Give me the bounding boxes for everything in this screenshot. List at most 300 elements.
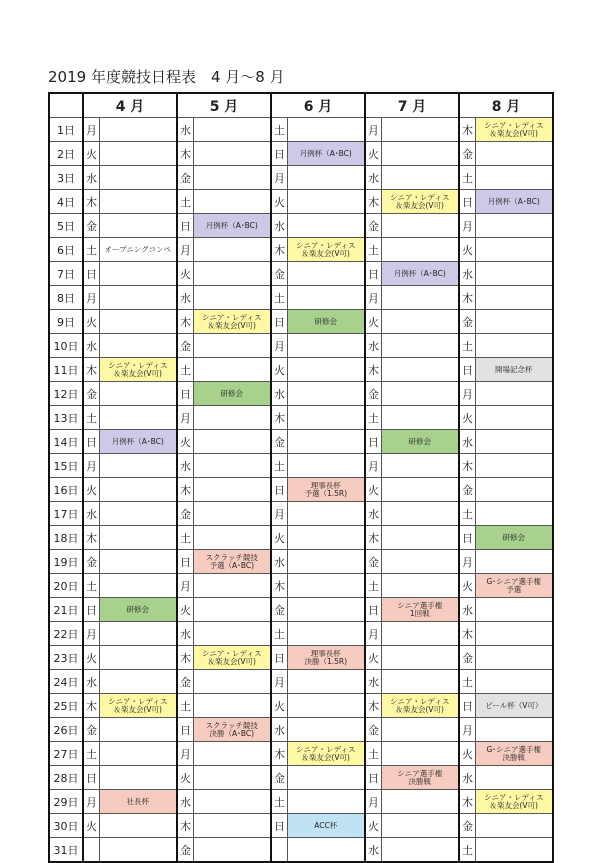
empty-event-cell	[475, 406, 553, 430]
weekday-cell: 水	[365, 670, 381, 694]
empty-event-cell	[99, 718, 177, 742]
weekday-cell: 火	[365, 646, 381, 670]
empty-event-cell	[381, 238, 459, 262]
day-number: 27日	[49, 742, 83, 766]
weekday-cell: 金	[365, 382, 381, 406]
event-cell: シニア・レディス ＆楽友会(V可)	[99, 358, 177, 382]
weekday-cell: 金	[271, 598, 287, 622]
day-row	[49, 718, 553, 742]
empty-event-cell	[381, 286, 459, 310]
weekday-cell: 土	[365, 238, 381, 262]
empty-event-cell	[381, 622, 459, 646]
day-number: 26日	[49, 718, 83, 742]
day-number: 15日	[49, 454, 83, 478]
weekday-cell: 月	[459, 214, 475, 238]
weekday-cell: 金	[83, 550, 99, 574]
day-number: 17日	[49, 502, 83, 526]
weekday-cell: 水	[83, 166, 99, 190]
weekday-cell: 火	[83, 142, 99, 166]
weekday-cell: 日	[271, 310, 287, 334]
weekday-cell: 火	[83, 478, 99, 502]
empty-event-cell	[99, 622, 177, 646]
empty-event-cell	[287, 526, 365, 550]
day-number: 1日	[49, 118, 83, 142]
empty-event-cell	[193, 526, 271, 550]
day-number: 9日	[49, 310, 83, 334]
event-cell: 月例杯（A･BC)	[287, 142, 365, 166]
weekday-cell: 火	[83, 310, 99, 334]
empty-event-cell	[381, 310, 459, 334]
day-number: 18日	[49, 526, 83, 550]
empty-event-cell	[475, 670, 553, 694]
empty-event-cell	[381, 118, 459, 142]
weekday-cell: 火	[459, 238, 475, 262]
weekday-cell: 日	[177, 382, 193, 406]
weekday-cell: 月	[177, 574, 193, 598]
event-cell: 理事長杯 予選（1.5R)	[287, 478, 365, 502]
empty-event-cell	[475, 550, 553, 574]
empty-event-cell	[381, 670, 459, 694]
weekday-cell: 火	[83, 814, 99, 838]
empty-event-cell	[287, 334, 365, 358]
day-number: 29日	[49, 790, 83, 814]
empty-event-cell	[99, 454, 177, 478]
weekday-cell: 金	[83, 382, 99, 406]
weekday-cell: 水	[365, 502, 381, 526]
weekday-cell: 土	[271, 454, 287, 478]
day-number: 12日	[49, 382, 83, 406]
day-number: 6日	[49, 238, 83, 262]
weekday-cell: 土	[365, 742, 381, 766]
weekday-cell: 日	[459, 694, 475, 718]
weekday-cell: 金	[271, 430, 287, 454]
event-cell: G･シニア選手権 予選	[475, 574, 553, 598]
weekday-cell: 土	[177, 694, 193, 718]
empty-event-cell	[193, 142, 271, 166]
empty-event-cell	[381, 358, 459, 382]
weekday-cell: 月	[459, 718, 475, 742]
day-number: 5日	[49, 214, 83, 238]
weekday-cell: 月	[177, 406, 193, 430]
empty-event-cell	[381, 214, 459, 238]
weekday-cell: 木	[83, 526, 99, 550]
weekday-cell: 水	[177, 790, 193, 814]
empty-event-cell	[287, 598, 365, 622]
day-row	[49, 430, 553, 454]
weekday-cell: 月	[365, 118, 381, 142]
weekday-cell: 日	[459, 190, 475, 214]
day-number: 28日	[49, 766, 83, 790]
event-cell: シニア・レディス ＆楽友会(V可)	[99, 694, 177, 718]
event-cell: 理事長杯 決勝（1.5R)	[287, 646, 365, 670]
weekday-cell: 月	[271, 670, 287, 694]
empty-event-cell	[381, 478, 459, 502]
empty-event-cell	[99, 262, 177, 286]
day-row	[49, 142, 553, 166]
schedule-table	[48, 92, 554, 863]
empty-event-cell	[99, 478, 177, 502]
empty-event-cell	[475, 142, 553, 166]
weekday-cell: 日	[459, 526, 475, 550]
empty-event-cell	[381, 646, 459, 670]
day-row	[49, 310, 553, 334]
empty-event-cell	[287, 694, 365, 718]
weekday-cell: 土	[83, 406, 99, 430]
weekday-cell: 木	[365, 526, 381, 550]
empty-event-cell	[475, 478, 553, 502]
weekday-cell: 水	[271, 214, 287, 238]
day-row	[49, 742, 553, 766]
weekday-cell: 日	[271, 646, 287, 670]
empty-event-cell	[475, 238, 553, 262]
weekday-cell: 月	[459, 550, 475, 574]
weekday-cell: 金	[459, 142, 475, 166]
empty-event-cell	[475, 766, 553, 790]
event-cell: 月例杯（A･BC)	[193, 214, 271, 238]
empty-event-cell	[193, 118, 271, 142]
empty-event-cell	[475, 214, 553, 238]
weekday-cell: 日	[83, 430, 99, 454]
weekday-cell: 土	[271, 286, 287, 310]
day-row	[49, 838, 553, 863]
weekday-cell: 火	[177, 766, 193, 790]
empty-event-cell	[193, 454, 271, 478]
empty-event-cell	[193, 478, 271, 502]
event-cell: シニア・レディス ＆楽友会(V可)	[381, 694, 459, 718]
empty-event-cell	[287, 166, 365, 190]
empty-event-cell	[287, 502, 365, 526]
weekday-cell: 日	[177, 718, 193, 742]
day-number: 3日	[49, 166, 83, 190]
weekday-cell: 木	[365, 190, 381, 214]
day-number: 8日	[49, 286, 83, 310]
empty-event-cell	[381, 574, 459, 598]
event-cell: スクラッチ競技 決勝（A･BC)	[193, 718, 271, 742]
empty-event-cell	[287, 718, 365, 742]
weekday-cell: 水	[459, 262, 475, 286]
weekday-cell: 日	[365, 766, 381, 790]
month-header: 5 月	[177, 93, 271, 118]
weekday-cell: 水	[177, 454, 193, 478]
event-cell: シニア・レディス ＆楽友会(V可)	[381, 190, 459, 214]
weekday-cell: 水	[365, 838, 381, 863]
day-row	[49, 166, 553, 190]
day-row	[49, 190, 553, 214]
weekday-cell: 金	[83, 214, 99, 238]
weekday-cell: 木	[271, 406, 287, 430]
weekday-cell: 土	[365, 574, 381, 598]
event-cell: シニア・レディス ＆楽友会(V可)	[475, 790, 553, 814]
day-row	[49, 334, 553, 358]
day-row	[49, 670, 553, 694]
weekday-cell: 金	[177, 670, 193, 694]
empty-event-cell	[193, 742, 271, 766]
empty-event-cell	[381, 142, 459, 166]
empty-event-cell	[475, 334, 553, 358]
weekday-cell: 火	[177, 262, 193, 286]
empty-event-cell	[381, 838, 459, 863]
empty-event-cell	[193, 262, 271, 286]
weekday-cell: 水	[459, 430, 475, 454]
weekday-cell: 日	[365, 598, 381, 622]
weekday-cell: 火	[365, 478, 381, 502]
empty-event-cell	[193, 622, 271, 646]
weekday-cell: 火	[459, 742, 475, 766]
day-number: 25日	[49, 694, 83, 718]
empty-event-cell	[193, 406, 271, 430]
weekday-cell: 火	[365, 310, 381, 334]
weekday-cell: 日	[365, 262, 381, 286]
empty-event-cell	[193, 238, 271, 262]
empty-event-cell	[193, 358, 271, 382]
empty-event-cell	[99, 646, 177, 670]
weekday-cell: 金	[365, 214, 381, 238]
weekday-cell: 月	[459, 382, 475, 406]
empty-event-cell	[287, 766, 365, 790]
weekday-cell: 月	[83, 454, 99, 478]
weekday-cell	[83, 838, 99, 863]
day-row	[49, 766, 553, 790]
empty-event-cell	[381, 502, 459, 526]
day-row	[49, 790, 553, 814]
empty-event-cell	[287, 454, 365, 478]
empty-event-cell	[99, 214, 177, 238]
weekday-cell: 土	[271, 118, 287, 142]
empty-event-cell	[475, 502, 553, 526]
empty-event-cell	[475, 310, 553, 334]
day-row	[49, 262, 553, 286]
weekday-cell: 土	[459, 670, 475, 694]
weekday-cell: 水	[177, 118, 193, 142]
empty-event-cell	[287, 358, 365, 382]
empty-event-cell	[99, 310, 177, 334]
day-row	[49, 694, 553, 718]
weekday-cell: 日	[459, 358, 475, 382]
empty-event-cell	[287, 286, 365, 310]
event-cell: 研修会	[287, 310, 365, 334]
empty-event-cell	[287, 382, 365, 406]
weekday-cell: 木	[271, 574, 287, 598]
weekday-cell	[271, 838, 287, 863]
empty-event-cell	[99, 742, 177, 766]
weekday-cell: 土	[459, 838, 475, 863]
day-number: 13日	[49, 406, 83, 430]
empty-event-cell	[99, 670, 177, 694]
weekday-cell: 金	[365, 718, 381, 742]
empty-event-cell	[99, 190, 177, 214]
weekday-cell: 土	[459, 334, 475, 358]
weekday-cell: 金	[271, 262, 287, 286]
event-cell: シニア・レディス ＆楽友会(V可)	[193, 310, 271, 334]
weekday-cell: 月	[177, 742, 193, 766]
empty-event-cell	[193, 430, 271, 454]
event-cell: 月例杯（A･BC)	[381, 262, 459, 286]
weekday-cell: 木	[459, 118, 475, 142]
weekday-cell: 木	[83, 190, 99, 214]
empty-event-cell	[381, 526, 459, 550]
weekday-cell: 土	[177, 190, 193, 214]
day-number: 7日	[49, 262, 83, 286]
weekday-cell: 月	[365, 622, 381, 646]
day-row	[49, 598, 553, 622]
empty-event-cell	[475, 382, 553, 406]
month-header: 4 月	[83, 93, 177, 118]
weekday-cell: 月	[83, 790, 99, 814]
weekday-cell: 水	[271, 382, 287, 406]
weekday-cell: 土	[83, 238, 99, 262]
empty-event-cell	[381, 382, 459, 406]
weekday-cell: 月	[83, 286, 99, 310]
weekday-cell: 金	[177, 502, 193, 526]
weekday-cell: 土	[177, 358, 193, 382]
weekday-cell: 日	[271, 814, 287, 838]
day-number: 11日	[49, 358, 83, 382]
empty-event-cell	[381, 334, 459, 358]
weekday-cell: 土	[177, 526, 193, 550]
event-cell: シニア・レディス ＆楽友会(V可)	[287, 742, 365, 766]
empty-event-cell	[99, 526, 177, 550]
event-cell: シニア選手権 決勝戦	[381, 766, 459, 790]
empty-event-cell	[475, 814, 553, 838]
weekday-cell: 月	[365, 454, 381, 478]
event-cell: 研修会	[99, 598, 177, 622]
day-row	[49, 646, 553, 670]
event-cell: シニア選手権 1回戦	[381, 598, 459, 622]
day-row	[49, 574, 553, 598]
weekday-cell: 日	[271, 142, 287, 166]
empty-event-cell	[193, 190, 271, 214]
empty-event-cell	[475, 262, 553, 286]
weekday-cell: 火	[271, 526, 287, 550]
weekday-cell: 水	[177, 286, 193, 310]
event-cell: 研修会	[381, 430, 459, 454]
day-row	[49, 454, 553, 478]
day-row	[49, 478, 553, 502]
empty-event-cell	[193, 766, 271, 790]
empty-event-cell	[193, 790, 271, 814]
empty-event-cell	[475, 838, 553, 863]
empty-event-cell	[99, 814, 177, 838]
month-header: 8 月	[459, 93, 553, 118]
empty-event-cell	[287, 838, 365, 863]
weekday-cell: 火	[365, 142, 381, 166]
weekday-cell: 水	[459, 598, 475, 622]
weekday-cell: 水	[365, 334, 381, 358]
event-cell: ビール杯（V可）	[475, 694, 553, 718]
day-row	[49, 382, 553, 406]
day-row	[49, 358, 553, 382]
empty-event-cell	[99, 838, 177, 863]
empty-event-cell	[99, 382, 177, 406]
weekday-cell: 水	[83, 502, 99, 526]
empty-event-cell	[287, 574, 365, 598]
weekday-cell: 月	[83, 118, 99, 142]
weekday-cell: 木	[177, 310, 193, 334]
day-number: 19日	[49, 550, 83, 574]
day-number: 2日	[49, 142, 83, 166]
day-number: 10日	[49, 334, 83, 358]
empty-event-cell	[99, 766, 177, 790]
weekday-cell: 金	[365, 550, 381, 574]
weekday-cell: 木	[365, 694, 381, 718]
day-row	[49, 526, 553, 550]
day-number: 14日	[49, 430, 83, 454]
weekday-cell: 木	[365, 358, 381, 382]
day-row	[49, 286, 553, 310]
weekday-cell: 水	[459, 766, 475, 790]
weekday-cell: 水	[271, 718, 287, 742]
empty-event-cell	[99, 406, 177, 430]
weekday-cell: 木	[177, 646, 193, 670]
weekday-cell: 土	[271, 622, 287, 646]
day-row	[49, 406, 553, 430]
empty-event-cell	[99, 334, 177, 358]
weekday-cell: 水	[365, 166, 381, 190]
weekday-cell: 金	[177, 334, 193, 358]
empty-event-cell	[381, 550, 459, 574]
weekday-cell: 土	[459, 166, 475, 190]
event-cell: 開場記念杯	[475, 358, 553, 382]
weekday-cell: 土	[271, 790, 287, 814]
empty-event-cell	[475, 646, 553, 670]
empty-event-cell	[381, 718, 459, 742]
empty-event-cell	[287, 430, 365, 454]
empty-event-cell	[287, 214, 365, 238]
weekday-cell: 水	[177, 622, 193, 646]
weekday-cell: 水	[83, 670, 99, 694]
weekday-cell: 木	[83, 358, 99, 382]
weekday-cell: 金	[459, 310, 475, 334]
empty-event-cell	[287, 790, 365, 814]
weekday-cell: 日	[271, 478, 287, 502]
weekday-cell: 月	[177, 238, 193, 262]
weekday-cell: 火	[83, 646, 99, 670]
weekday-cell: 木	[459, 286, 475, 310]
weekday-cell: 火	[177, 430, 193, 454]
empty-event-cell	[381, 742, 459, 766]
weekday-cell: 土	[83, 574, 99, 598]
day-row	[49, 502, 553, 526]
weekday-cell: 日	[365, 430, 381, 454]
weekday-cell: 火	[177, 598, 193, 622]
empty-event-cell	[381, 790, 459, 814]
empty-event-cell	[99, 550, 177, 574]
event-cell: 社長杯	[99, 790, 177, 814]
event-cell: 月例杯（A･BC)	[475, 190, 553, 214]
empty-event-cell	[287, 118, 365, 142]
day-number: 16日	[49, 478, 83, 502]
weekday-cell: 日	[177, 550, 193, 574]
empty-event-cell	[287, 550, 365, 574]
empty-event-cell	[193, 574, 271, 598]
month-header: 7 月	[365, 93, 459, 118]
event-cell: オープニングコンペ	[99, 238, 177, 262]
weekday-cell: 木	[177, 142, 193, 166]
weekday-cell: 木	[83, 694, 99, 718]
empty-event-cell	[381, 406, 459, 430]
weekday-cell: 土	[459, 502, 475, 526]
empty-event-cell	[287, 670, 365, 694]
weekday-cell: 日	[177, 214, 193, 238]
empty-event-cell	[475, 430, 553, 454]
empty-event-cell	[193, 598, 271, 622]
weekday-cell: 金	[83, 718, 99, 742]
weekday-cell: 月	[271, 166, 287, 190]
weekday-cell: 水	[271, 550, 287, 574]
event-cell: スクラッチ競技 予選（A･BC)	[193, 550, 271, 574]
weekday-cell: 火	[365, 814, 381, 838]
day-row	[49, 214, 553, 238]
